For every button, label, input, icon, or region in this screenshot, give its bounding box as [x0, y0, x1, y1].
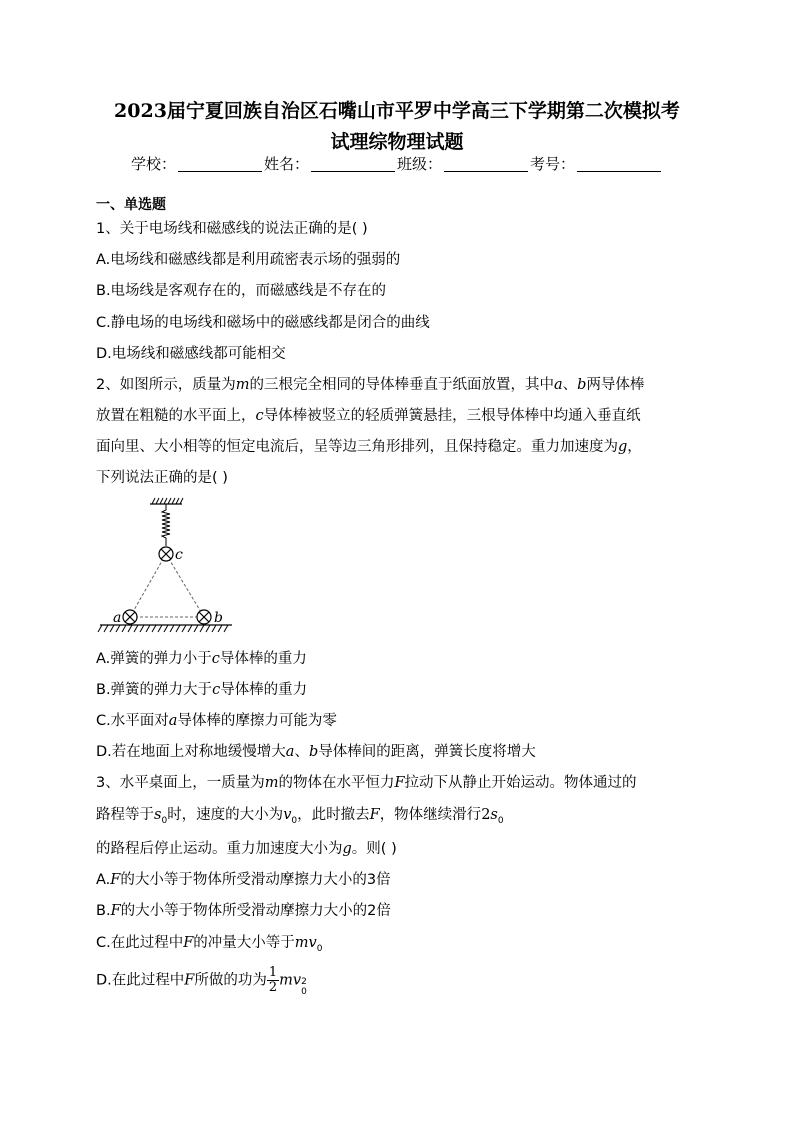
conductor-b: [197, 610, 211, 624]
q3-option-b: B.F的大小等于物体所受滑动摩擦力大小的2倍: [96, 903, 391, 919]
number-label: 考号：: [530, 155, 576, 173]
q2-option-c: C.水平面对a导体棒的摩擦力可能为零: [96, 713, 337, 729]
name-blank[interactable]: [311, 156, 395, 172]
q2-stem-line1: 2、如图所示，质量为m的三根完全相同的导体棒垂直于纸面放置，其中a、b两导体棒: [96, 377, 645, 393]
class-label: 班级：: [397, 155, 443, 173]
conductor-a: [123, 610, 137, 624]
q1-option-a: A.电场线和磁感线都是利用疏密表示场的强弱的: [96, 252, 401, 268]
q2-figure: [96, 496, 236, 636]
exam-title-line2: 试理综物理试题: [330, 131, 464, 153]
q3-option-a: A.F的大小等于物体所受滑动摩擦力大小的3倍: [96, 872, 391, 888]
q2-stem-line3: 面向里、大小相等的恒定电流后，呈等边三角形排列，且保持稳定。重力加速度为g，: [96, 439, 642, 455]
student-info-row: [0, 153, 794, 174]
school-label: 学校：: [130, 155, 176, 173]
q3-option-c: C.在此过程中F的冲量大小等于$mv_0$: [96, 935, 323, 954]
q2-option-b: B.弹簧的弹力大于c导体棒的重力: [96, 682, 308, 698]
q1-option-d: D.电场线和磁感线都可能相交: [96, 346, 286, 362]
q2-stem-line4: 下列说法正确的是( ): [96, 470, 228, 486]
q2-option-a: A.弹簧的弹力小于c导体棒的重力: [96, 651, 307, 667]
school-blank[interactable]: [178, 156, 262, 172]
q3-stem-line2: 路程等于$s_0$时，速度的大小为$v_0$，此时撤去F，物体继续滑行$2s_0$: [96, 807, 504, 826]
exam-title-line1: 2023届宁夏回族自治区石嘴山市平罗中学高三下学期第二次模拟考: [114, 100, 680, 122]
section-heading: 一、单选题: [96, 197, 166, 213]
number-blank[interactable]: [577, 156, 661, 172]
q2-option-d: D.若在地面上对称地缓慢增大a、b导体棒间的距离，弹簧长度将增大: [96, 744, 536, 760]
q3-option-d: D.在此过程中F所做的功为 $\frac{1}{2}$ mv 2 0: [96, 965, 307, 997]
label-c: c: [175, 547, 183, 563]
name-label: 姓名：: [263, 155, 309, 173]
q2-stem-line2: 放置在粗糙的水平面上，c导体棒被竖立的轻质弹簧悬挂，三根导体棒中均通入垂直纸: [96, 408, 641, 424]
q1-option-c: C.静电场的电场线和磁场中的磁感线都是闭合的曲线: [96, 315, 430, 331]
q1-stem: 1、关于电场线和磁感线的说法正确的是( ): [96, 221, 368, 237]
fraction-one-half: $\frac{1}{2}$: [268, 965, 278, 995]
q3-stem-line1: 3、水平桌面上，一质量为m的物体在水平恒力F拉动下从静止开始运动。物体通过的: [96, 775, 637, 791]
conductor-c: [159, 547, 173, 561]
q1-option-b: B.电场线是客观存在的，而磁感线是不存在的: [96, 283, 387, 299]
label-b: b: [214, 610, 223, 626]
class-blank[interactable]: [444, 156, 528, 172]
spring: [162, 504, 170, 546]
label-a: a: [113, 610, 122, 626]
q3-stem-line3: 的路程后停止运动。重力加速度大小为g。则( ): [96, 841, 397, 857]
